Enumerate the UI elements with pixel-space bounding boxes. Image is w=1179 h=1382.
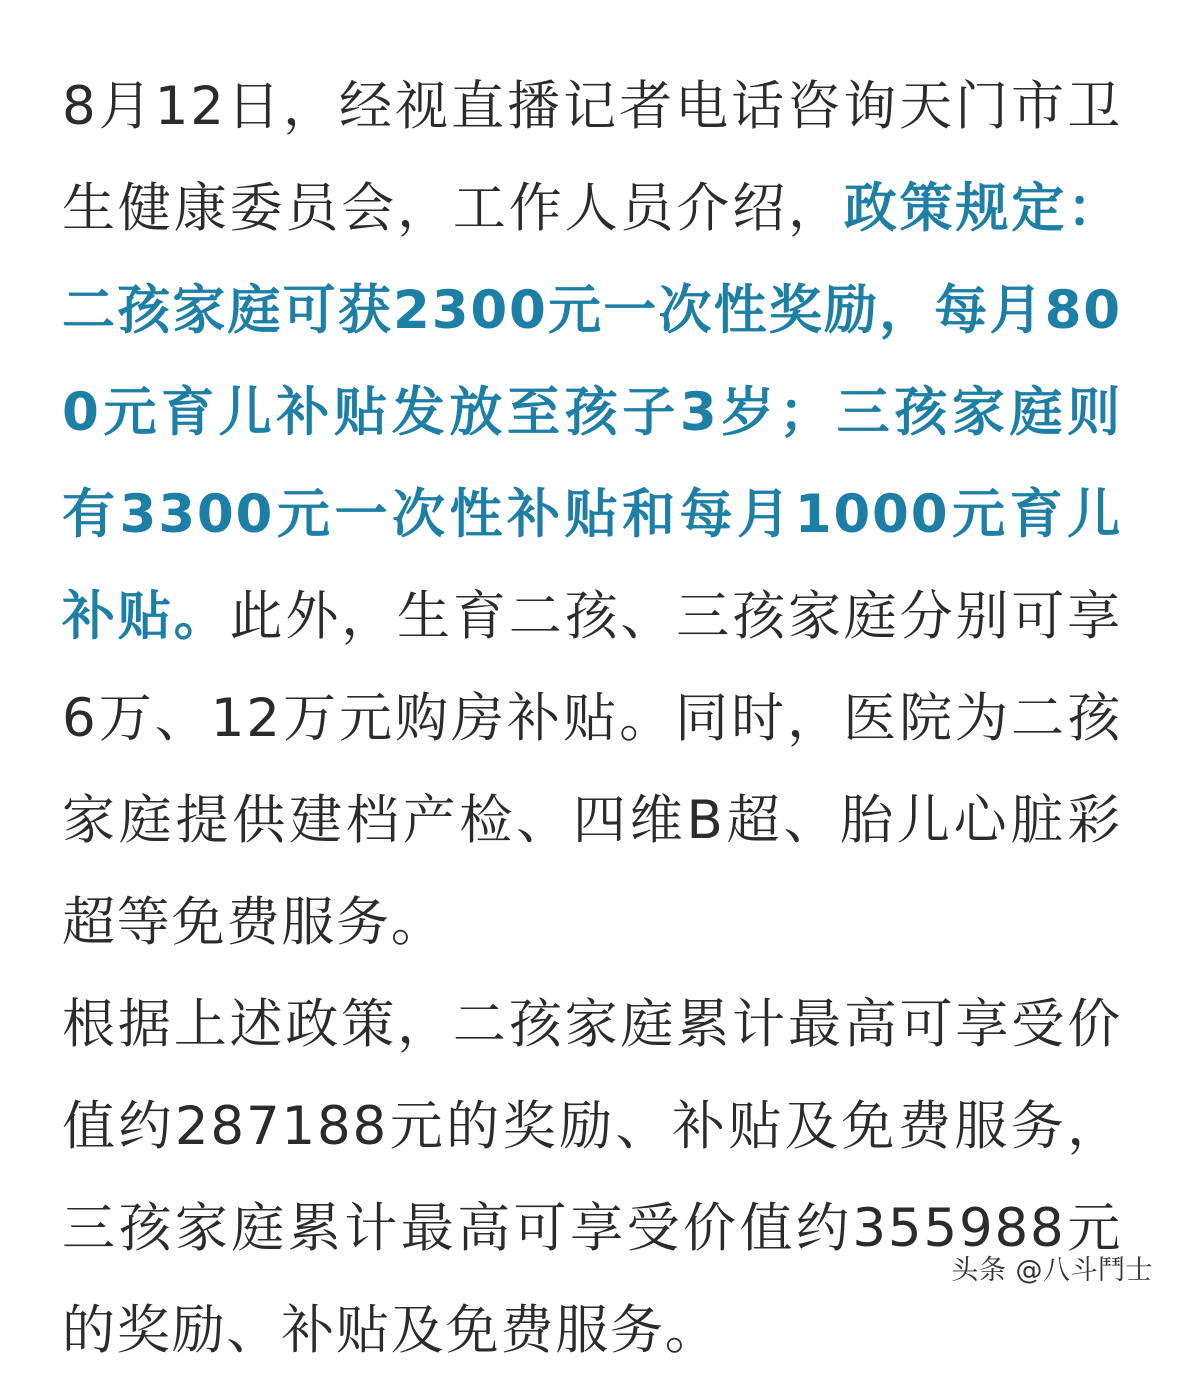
watermark: 头条 @八斗鬥士 (951, 1255, 1153, 1286)
article-body (62, 56, 1122, 1382)
paragraph-1 (62, 56, 1122, 974)
intro-text: 8月12日，经视直播记者电话咨询天门市卫生健康委员会，工作人员介绍， (62, 76, 1122, 239)
subsidy-detail-text: 此外，生育二孩、三孩家庭分别可享6万、12万元购房补贴。同时，医院为二孩家庭提供建档产检、四维B超、胎儿心脏彩超等免费服务。 (62, 586, 1122, 953)
paragraph-2: 根据上述政策，二孩家庭累计最高可享受价值约287188元的奖励、补贴及免费服务，三孩家庭累计最高可享受价值约355988元的奖励、补贴及免费服务。 (62, 994, 1122, 1361)
policy-highlight-text: 政策规定：二孩家庭可获2300元一次性奖励，每月800元育儿补贴发放至孩子3岁；三孩家庭则有3300元一次性补贴和每月1000元育儿补贴。 (62, 178, 1123, 647)
